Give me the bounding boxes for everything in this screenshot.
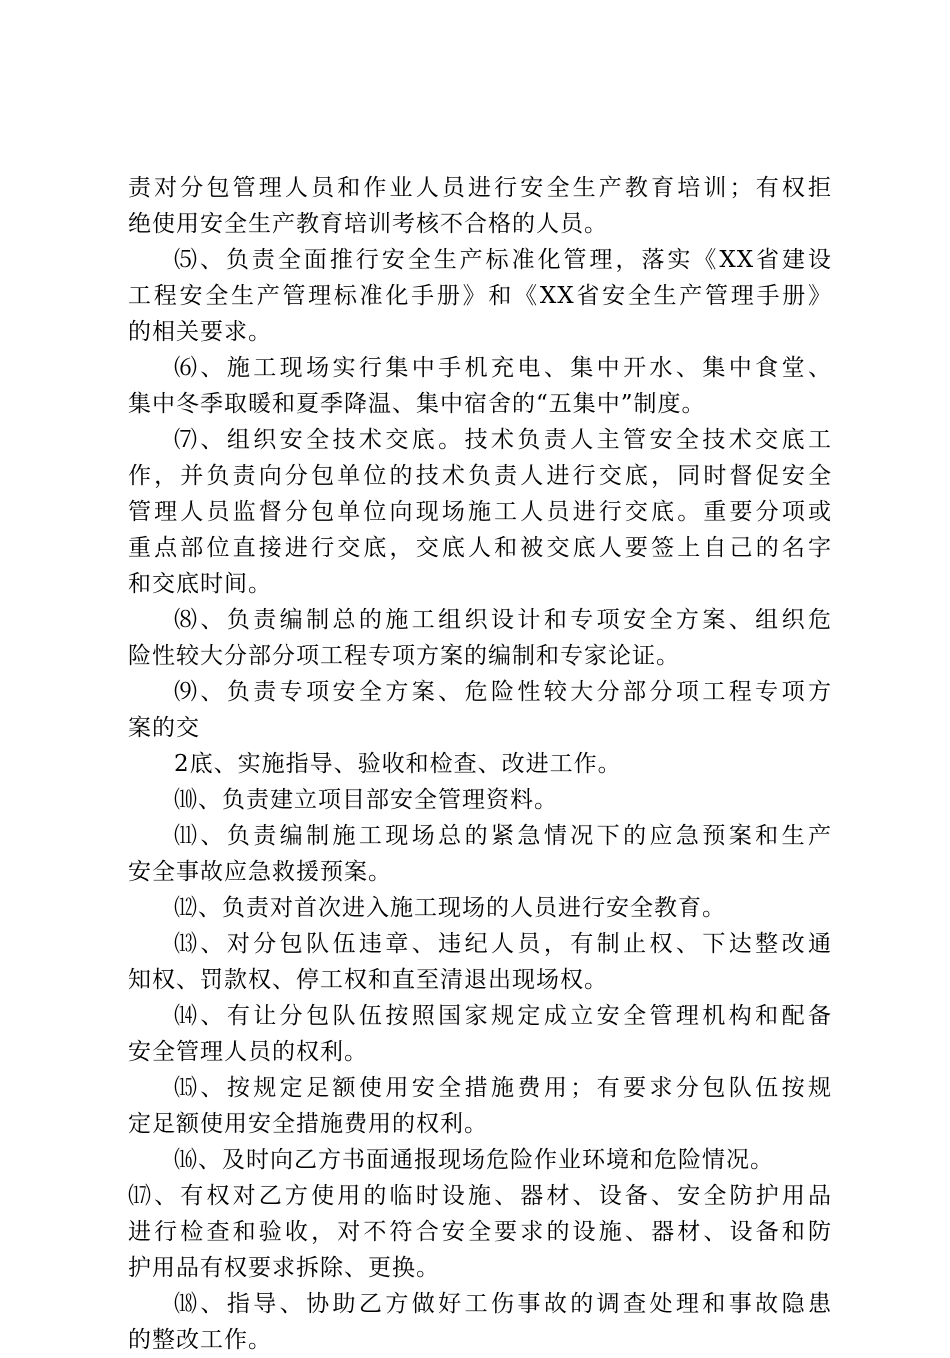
paragraph — [128, 674, 832, 746]
text-line: ⑻、负责编制总的施工组织设计和专项安全方案、组织危 — [174, 607, 832, 633]
paragraph — [128, 422, 832, 602]
text-line: ⒅、指导、协助乙方做好工伤事故的调查处理和事故隐患 — [174, 1291, 832, 1317]
text-line: ⑾、负责编制施工现场总的紧急情况下的应急预案和生产 — [174, 823, 832, 849]
text-line: ⑼、负责专项安全方案、危险性较大分部分项工程专项方 — [174, 679, 832, 705]
paragraph — [128, 602, 832, 674]
text-line: 进行检查和验收，对不符合安全要求的设施、器材、设备和防 — [128, 1219, 832, 1245]
text-line: 作，并负责向分包单位的技术负责人进行交底，同时督促安全 — [128, 463, 832, 489]
text-line: 险性较大分部分项工程专项方案的编制和专家论证。 — [128, 643, 680, 669]
paragraph — [128, 1142, 832, 1178]
paragraph — [128, 782, 832, 818]
paragraph — [128, 350, 832, 422]
text-line: ⑽、负责建立项目部安全管理资料。 — [174, 787, 558, 813]
text-line: ⒂、按规定足额使用安全措施费用；有要求分包队伍按规 — [174, 1075, 832, 1101]
text-line: 和交底时间。 — [128, 571, 272, 597]
text-line: ⑺、组织安全技术交底。技术负责人主管安全技术交底工 — [174, 427, 832, 453]
paragraph — [128, 926, 832, 998]
text-line: 重点部位直接进行交底，交底人和被交底人要签上自己的名字 — [128, 535, 832, 561]
paragraph — [128, 818, 832, 890]
text-line: ⒁、有让分包队伍按照国家规定成立安全管理机构和配备 — [174, 1003, 832, 1029]
text-line: 护用品有权要求拆除、更换。 — [128, 1255, 440, 1281]
text-line: 案的交 — [128, 715, 200, 741]
paragraph — [128, 890, 832, 926]
text-line: 安全事故应急救援预案。 — [128, 859, 392, 885]
text-line: 安全管理人员的权利。 — [128, 1039, 368, 1065]
text-line: ⒄、有权对乙方使用的临时设施、器材、设备、安全防护用品 — [128, 1183, 832, 1209]
text-line: ⑸、负责全面推行安全生产标准化管理，落实《XX省建设 — [174, 247, 832, 273]
text-line: 工程安全生产管理标准化手册》和《XX省安全生产管理手册》 — [128, 283, 832, 309]
paragraph — [128, 1286, 832, 1358]
document-page — [128, 170, 832, 1358]
paragraph — [128, 1070, 832, 1142]
text-line: 的相关要求。 — [128, 319, 272, 345]
text-line: 责对分包管理人员和作业人员进行安全生产教育培训；有权拒 — [128, 175, 832, 201]
text-line: ⑹、施工现场实行集中手机充电、集中开水、集中食堂、 — [174, 355, 832, 381]
paragraph — [128, 746, 832, 782]
text-line: ⒃、及时向乙方书面通报现场危险作业环境和危险情况。 — [174, 1147, 774, 1173]
text-line: 知权、罚款权、停工权和直至清退出现场权。 — [128, 967, 608, 993]
paragraph — [128, 242, 832, 350]
text-line: 集中冬季取暖和夏季降温、集中宿舍的“五集中”制度。 — [128, 391, 706, 417]
text-line: 定足额使用安全措施费用的权利。 — [128, 1111, 488, 1137]
text-line: 管理人员监督分包单位向现场施工人员进行交底。重要分项或 — [128, 499, 832, 525]
text-line: ⑿、负责对首次进入施工现场的人员进行安全教育。 — [174, 895, 726, 921]
text-line: 绝使用安全生产教育培训考核不合格的人员。 — [128, 211, 608, 237]
text-line: 2底、实施指导、验收和检查、改进工作。 — [174, 751, 622, 777]
text-line: 的整改工作。 — [128, 1327, 272, 1353]
text-line: ⒀、对分包队伍违章、违纪人员，有制止权、下达整改通 — [174, 931, 832, 957]
paragraph — [128, 170, 832, 242]
paragraph — [128, 998, 832, 1070]
paragraph — [128, 1178, 832, 1286]
